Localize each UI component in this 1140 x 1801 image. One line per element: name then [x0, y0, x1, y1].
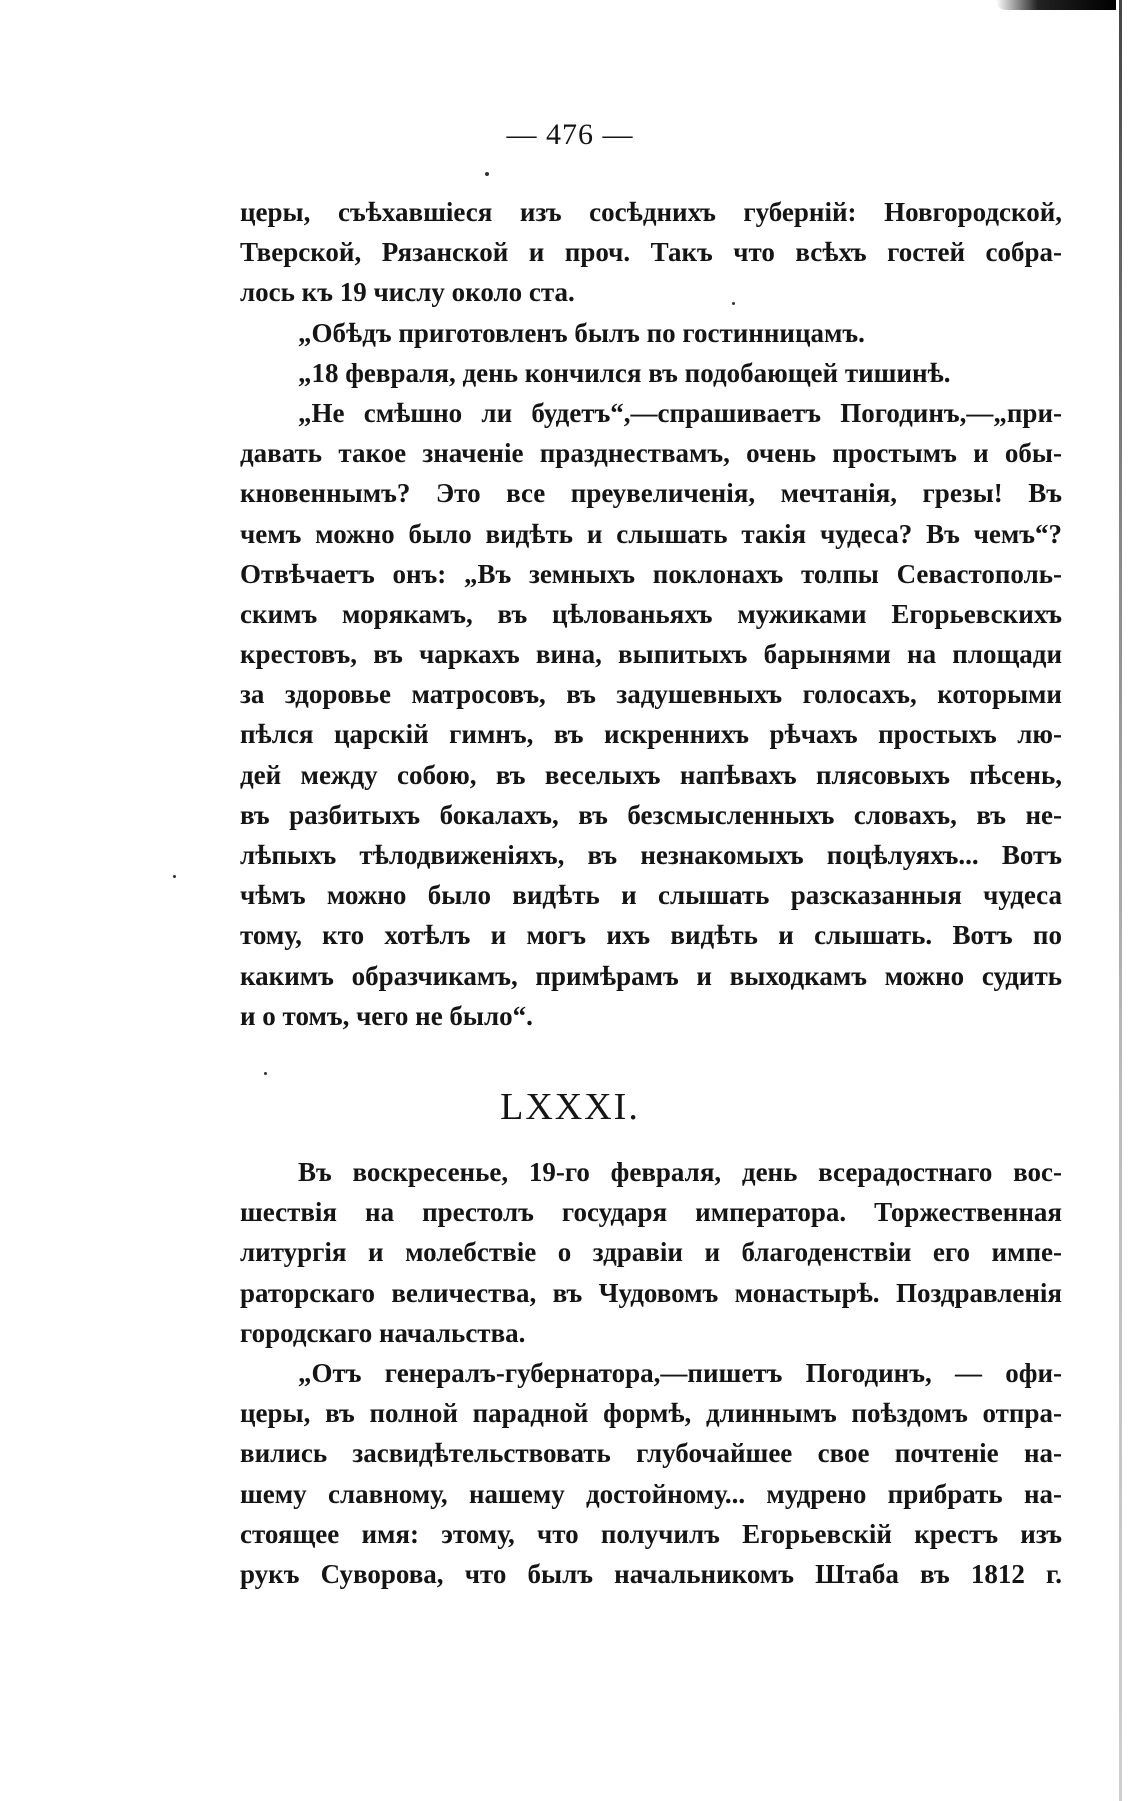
paragraph-block-continued — [240, 192, 1062, 1036]
page-number: — 476 — — [506, 118, 634, 151]
scan-corner-smudge — [996, 0, 1116, 10]
text-line: тому, кто хотѣлъ и могъ ихъ видѣть и слышать. Вотъ по — [240, 920, 1062, 951]
text-line: лѣпыхъ тѣлодвиженiяхъ, въ незнакомыхъ поцѣлуяхъ... Вотъ — [240, 840, 1062, 870]
text-line: чѣмъ можно было видѣть и слышать разсказанныя чудеса — [240, 880, 1062, 911]
text-line: въ разбитыхъ бокалахъ, въ безсмысленныхъ словахъ, въ не- — [240, 799, 1062, 830]
text-line: „Обѣдъ приготовленъ былъ по гостинницамъ. — [298, 317, 865, 348]
text-line: стоящее имя: этому, что получилъ Егорьевскiй крестъ изъ — [240, 1518, 1062, 1549]
scan-speck — [264, 1072, 267, 1075]
text-line: литургiя и молебствiе о здравiи и благоденствiи его импе- — [240, 1237, 1062, 1268]
text-line: дей между собою, въ веселыхъ напѣвахъ плясовыхъ пѣсень, — [240, 759, 1062, 790]
text-line: кновеннымъ? Это все преувеличенiя, мечтанiя, грезы! Въ — [240, 478, 1062, 509]
text-line: рукъ Суворова, что былъ начальникомъ Штаба въ 1812 г. — [240, 1558, 1062, 1589]
text-line: „Не смѣшно ли будетъ“,—спрашиваетъ Погодинъ,—„при- — [298, 397, 1062, 428]
text-line: „Отъ генералъ-губернатора,—пишетъ Погодинъ, — офи- — [298, 1357, 1062, 1388]
text-line: шествiя на престолъ государя императора. Торжественная — [240, 1197, 1062, 1228]
text-line: крестовъ, въ чаркахъ вина, выпитыхъ барынями на площади — [240, 639, 1062, 670]
text-line: чемъ можно было видѣть и слышать такiя чудеса? Въ чемъ“? — [240, 518, 1062, 549]
text-line: „18 февраля, день кончился въ подобающей тишинѣ. — [298, 357, 951, 388]
text-line: церы, въ полной парадной формѣ, длиннымъ поѣздомъ отпра- — [240, 1398, 1062, 1429]
text-line: шему славному, нашему достойному... мудрено прибрать на- — [240, 1478, 1062, 1509]
text-line: какимъ образчикамъ, примѣрамъ и выходкамъ можно судить — [240, 960, 1062, 991]
text-line: раторскаго величества, въ Чудовомъ монастырѣ. Поздравленiя — [240, 1277, 1062, 1308]
text-line: за здоровье матросовъ, въ задушевныхъ голосахъ, которыми — [240, 679, 1062, 710]
paragraph-block-section — [240, 1152, 1062, 1594]
text-line: церы, съѣхавшiеся изъ сосѣднихъ губернiй: Новгородской, — [240, 197, 1062, 227]
text-line: Отвѣчаетъ онъ: „Въ земныхъ поклонахъ толпы Севастополь- — [240, 558, 1062, 589]
section-heading: LXXXI. — [500, 1086, 640, 1128]
text-line: лось къ 19 числу около ста. — [240, 277, 575, 308]
text-line: давать такое значенiе празднествамъ, очень простымъ и обы- — [240, 438, 1062, 469]
text-line: городскаго начальства. — [240, 1317, 526, 1348]
text-line: и о томъ, чего не было“. — [240, 1000, 533, 1031]
text-line: Тверской, Рязанской и проч. Такъ что всѣхъ гостей собра- — [240, 237, 1062, 268]
scan-page-edge — [1119, 0, 1122, 1801]
text-line: вились засвидѣтельствовать глубочайшее свое почтенiе на- — [240, 1438, 1062, 1469]
text-line: пѣлся царскiй гимнъ, въ искреннихъ рѣчахъ простыхъ лю- — [240, 719, 1062, 750]
scan-speck — [173, 875, 176, 878]
scan-speck — [485, 172, 489, 176]
text-line: скимъ морякамъ, въ цѣлованьяхъ мужиками Егорьевскихъ — [240, 598, 1062, 629]
text-line: Въ воскресенье, 19-го февраля, день всерадостнаго вос- — [298, 1157, 1062, 1187]
